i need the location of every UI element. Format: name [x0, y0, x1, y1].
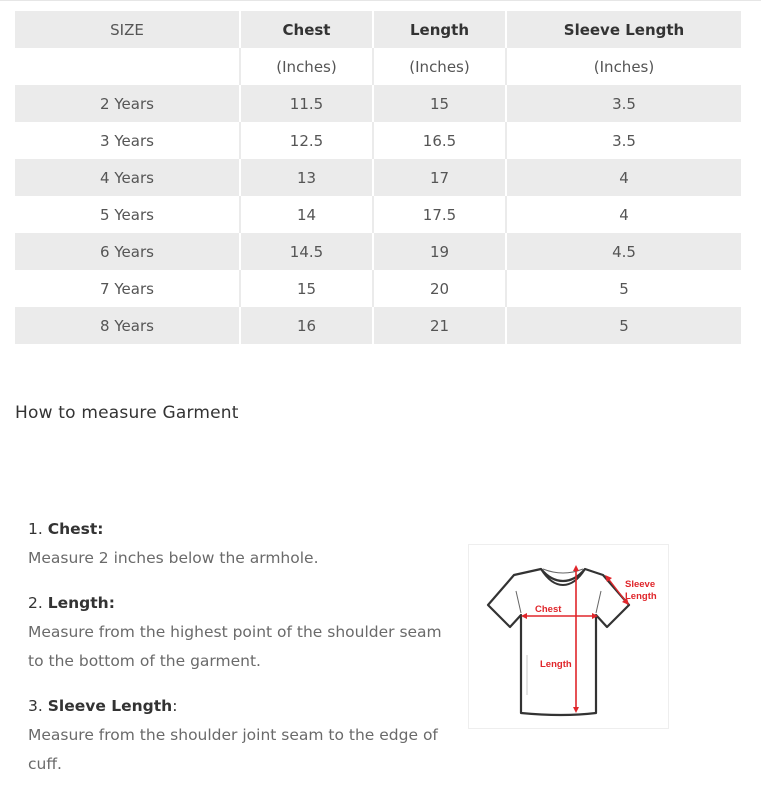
- cell-length: 17.5: [373, 196, 506, 233]
- header-length: Length: [373, 11, 506, 48]
- measure-heading: How to measure Garment: [15, 403, 239, 423]
- unit-length: (Inches): [373, 48, 506, 85]
- step-3-title: [28, 692, 448, 721]
- cell-chest: 14: [240, 196, 373, 233]
- table-row: [15, 307, 741, 344]
- table-units-row: [15, 48, 741, 85]
- step-1-title: [28, 515, 448, 544]
- cell-sleeve: 3.5: [612, 131, 636, 150]
- cell-sleeve: 5: [619, 316, 629, 335]
- cell-sleeve: 4: [619, 168, 629, 187]
- cell-size: 8 Years: [15, 307, 240, 344]
- table-row: [15, 85, 741, 122]
- top-divider: [0, 0, 761, 1]
- cell-size: 4 Years: [15, 159, 240, 196]
- cell-sleeve: 5: [619, 279, 629, 298]
- cell-length: 21: [373, 307, 506, 344]
- cell-length: 20: [373, 270, 506, 307]
- tshirt-diagram-svg: [469, 545, 670, 730]
- step-label: Sleeve Length: [47, 697, 173, 715]
- step-number: 1.: [28, 520, 43, 538]
- sleeve-label-line1: Sleeve: [625, 579, 656, 590]
- step-label: Length:: [47, 594, 115, 612]
- table-row: [15, 122, 741, 159]
- cell-size: 5 Years: [15, 196, 240, 233]
- step-2-description: Measure from the highest point of the shoulder seam to the bottom of the garment.: [28, 623, 442, 670]
- table-row: [15, 159, 741, 196]
- table-header-row: [15, 11, 741, 48]
- step-label: Chest:: [47, 520, 104, 538]
- cell-chest: 15: [240, 270, 373, 307]
- tshirt-measure-diagram: [468, 544, 669, 729]
- tshirt-outline-icon: [488, 569, 629, 715]
- header-size: SIZE: [15, 11, 240, 48]
- cell-length: 15: [373, 85, 506, 122]
- unit-chest: (Inches): [240, 48, 373, 85]
- table-row: [15, 233, 741, 270]
- cell-chest: 14.5: [240, 233, 373, 270]
- chest-label: Chest: [535, 604, 562, 615]
- cell-size: 6 Years: [15, 233, 240, 270]
- unit-sleeve-length: (Inches): [593, 57, 655, 76]
- cell-chest: 12.5: [240, 122, 373, 159]
- header-chest: Chest: [240, 11, 373, 48]
- header-sleeve-length: Sleeve Length: [563, 20, 685, 39]
- cell-size: 2 Years: [15, 85, 240, 122]
- cell-size: 7 Years: [15, 270, 240, 307]
- cell-chest: 13: [240, 159, 373, 196]
- cell-chest: 16: [240, 307, 373, 344]
- measure-steps: [28, 515, 448, 779]
- step-1-description: Measure 2 inches below the armhole.: [28, 549, 319, 567]
- length-label: Length: [540, 659, 572, 670]
- cell-length: 17: [373, 159, 506, 196]
- step-number: 3.: [28, 697, 43, 715]
- step-number: 2.: [28, 594, 43, 612]
- sleeve-label-line2: Length: [625, 591, 657, 602]
- table-row: [15, 196, 741, 233]
- size-chart-table: [15, 11, 741, 344]
- step-3-description: Measure from the shoulder joint seam to the edge of cuff.: [28, 726, 438, 773]
- cell-length: 19: [373, 233, 506, 270]
- step-2-title: [28, 589, 448, 618]
- cell-size: 3 Years: [15, 122, 240, 159]
- cell-sleeve: 4: [619, 205, 629, 224]
- cell-chest: 11.5: [240, 85, 373, 122]
- step-label-suffix: :: [172, 697, 178, 715]
- cell-sleeve: 3.5: [612, 94, 636, 113]
- cell-length: 16.5: [373, 122, 506, 159]
- table-row: [15, 270, 741, 307]
- cell-sleeve: 4.5: [612, 242, 636, 261]
- unit-size: [15, 48, 240, 85]
